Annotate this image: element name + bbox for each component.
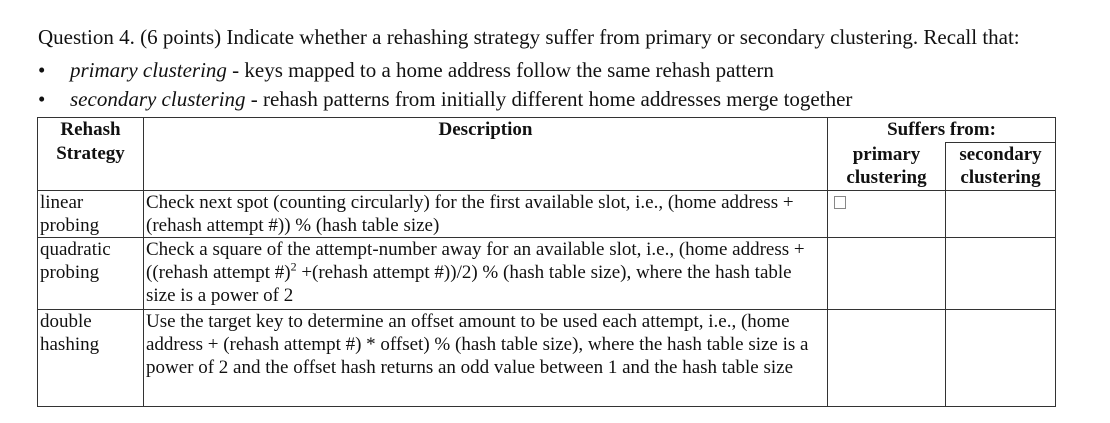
header-description: Description	[144, 118, 828, 191]
strategy-cell: double hashing	[38, 310, 144, 407]
description-cell: Check next spot (counting circularly) for the first available slot, i.e., (home address + (rehash attempt #)) % (hash table size)	[144, 191, 828, 238]
description-cell	[144, 238, 828, 310]
header-primary-clustering: primary clustering	[828, 143, 946, 191]
checkbox-icon[interactable]	[834, 196, 846, 209]
term-secondary-clustering: secondary clustering	[70, 87, 246, 111]
bullet-icon: •	[38, 87, 46, 111]
header-suffers-from: Suffers from:	[828, 118, 1056, 143]
bullet-icon: •	[38, 58, 46, 82]
term-primary-clustering: primary clustering	[70, 58, 227, 82]
definition-list	[38, 56, 852, 114]
table-row	[38, 238, 1056, 310]
description-text: Check a square of the attempt-number away for an available slot, i.e., (home address + ((rehash attempt #)	[146, 239, 805, 283]
definition-primary-clustering	[38, 56, 852, 85]
primary-clustering-answer-cell[interactable]	[828, 191, 946, 238]
description-cell: Use the target key to determine an offset amount to be used each attempt, i.e., (home address + (rehash attempt #) * offset) % (hash table size), where the hash table size is a power of 2 and the offset hash returns an odd value between 1 and the hash table size	[144, 310, 828, 407]
strategy-cell: linear probing	[38, 191, 144, 238]
definition-text: - rehash patterns from initially different home addresses merge together	[245, 87, 853, 111]
header-secondary-clustering: secondary clustering	[946, 143, 1056, 191]
primary-clustering-answer-cell[interactable]	[828, 238, 946, 310]
strategy-cell: quadratic probing	[38, 238, 144, 310]
primary-clustering-answer-cell[interactable]	[828, 310, 946, 407]
secondary-clustering-answer-cell[interactable]	[946, 238, 1056, 310]
table-row	[38, 310, 1056, 407]
description-text: +(rehash attempt #))/2) % (hash table size), where the hash table size is a power of 2	[146, 262, 792, 306]
definition-secondary-clustering	[38, 85, 852, 114]
question-prompt: Question 4. (6 points) Indicate whether a rehashing strategy suffer from primary or secondary clustering. Recall that:	[38, 25, 1020, 49]
definition-text: - keys mapped to a home address follow the same rehash pattern	[226, 58, 774, 82]
secondary-clustering-answer-cell[interactable]	[946, 310, 1056, 407]
superscript-exponent: 2	[290, 259, 297, 274]
header-rehash-strategy: Rehash Strategy	[38, 118, 144, 191]
rehash-strategy-table	[37, 117, 1056, 407]
table-row	[38, 191, 1056, 238]
secondary-clustering-answer-cell[interactable]	[946, 191, 1056, 238]
